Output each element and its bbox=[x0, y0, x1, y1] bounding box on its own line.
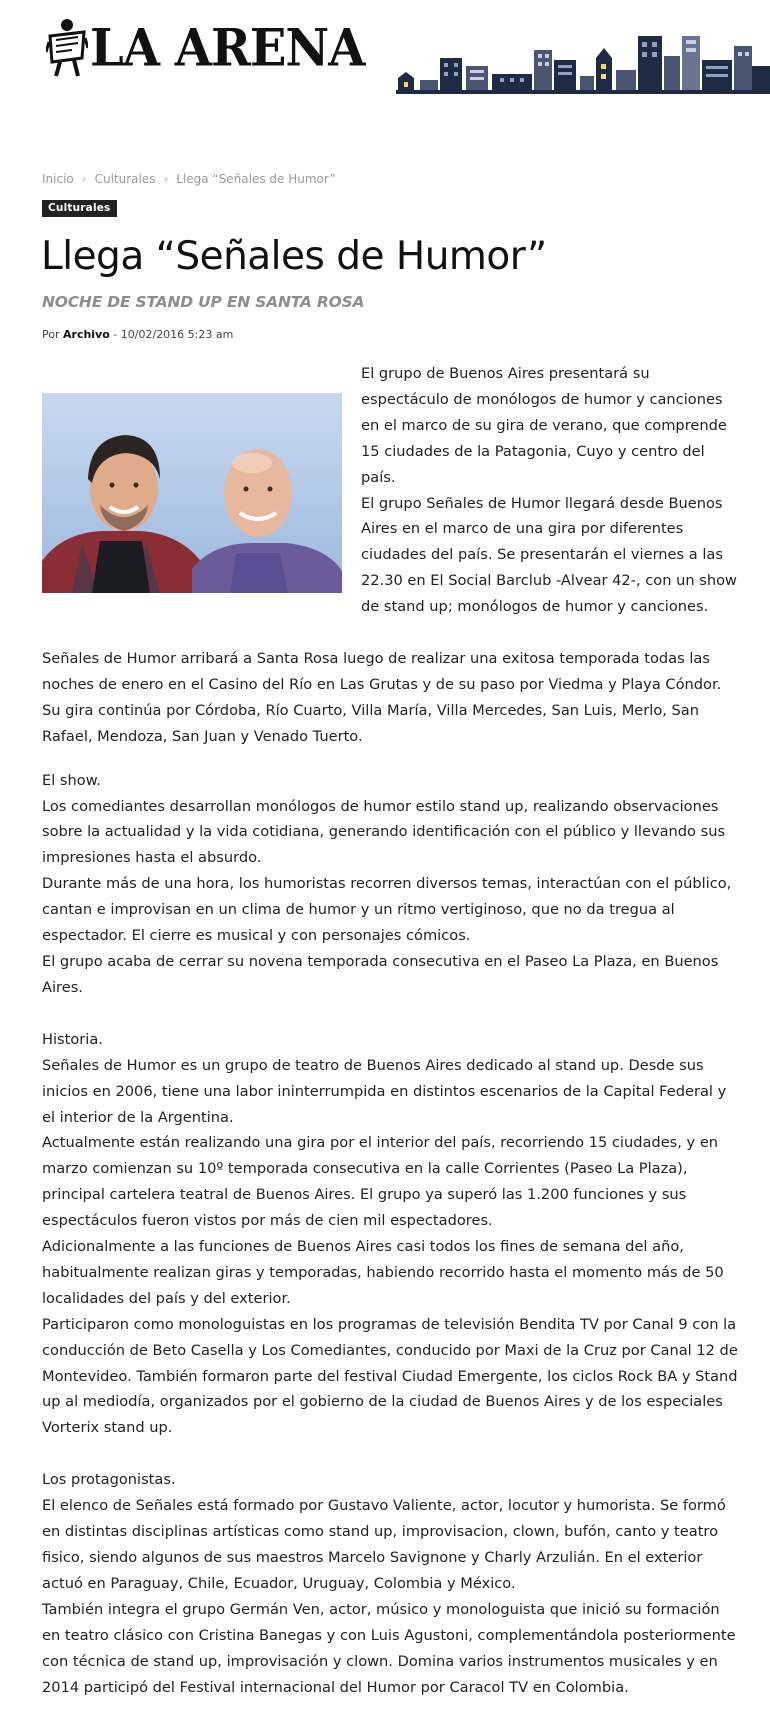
breadcrumb bbox=[42, 172, 336, 186]
newspaper-reader-icon bbox=[46, 18, 88, 78]
section-heading: Historia. bbox=[42, 1030, 103, 1048]
section-heading: El show. bbox=[42, 771, 101, 789]
article-photo bbox=[42, 393, 342, 593]
paragraph: Participaron como monologuistas en los programas de televisión Bendita TV por Canal 9 con la conducción de Beto Casella y Los Comediantes, conducido por Maxi de la Cruz por Canal 12 de Montevideo. También formaron parte del festival Ciudad Emergente, los ciclos Rock BA y Stand up al mediodía, organizados por el gobierno de la ciudad de Buenos Aires y de los especiales Vorterix stand up. bbox=[42, 1315, 738, 1437]
site-logo[interactable] bbox=[46, 18, 365, 78]
article-body bbox=[42, 646, 742, 1700]
article-intro bbox=[361, 361, 741, 620]
category-tag[interactable]: Culturales bbox=[42, 200, 117, 217]
paragraph: Los comediantes desarrollan monólogos de humor estilo stand up, realizando observaciones sobre la actualidad y la vida cotidiana, generando identificación con el público y llevando sus impresiones hasta el absurdo. bbox=[42, 797, 726, 867]
paragraph: El elenco de Señales está formado por Gustavo Valiente, actor, locutor y humorista. Se formó en distintas disciplinas artísticas como stand up, improvisacion, clown, bufón, canto y teatro fisico, siendo algunos de sus maestros Marcelo Savignone y Charly Arzulián. En el exterior actuó en Paraguay, Chile, Ecuador, Uruguay, Colombia y México. bbox=[42, 1497, 726, 1592]
chevron-right-icon: › bbox=[163, 172, 169, 186]
breadcrumb-section-link[interactable]: Culturales bbox=[94, 172, 156, 186]
breadcrumb-current: Llega “Señales de Humor” bbox=[176, 172, 336, 186]
paragraph: Señales de Humor arribará a Santa Rosa luego de realizar una exitosa temporada todas las noches de enero en el Casino del Río en Las Grutas y de su paso por Viedma y Playa Cóndor. Su gira continúa por Córdoba, Río Cuarto, Villa María, Villa Mercedes, San Luis, Merlo, San Rafael, Mendoza, San Juan y Venado Tuerto. bbox=[42, 650, 722, 745]
paragraph: El grupo de Buenos Aires presentará su espectáculo de monólogos de humor y canciones en el marco de su gira de verano, que comprende 15 ciudades de la Patagonia, Cuyo y centro del país. bbox=[361, 365, 727, 486]
by-label: Por bbox=[42, 328, 60, 341]
paragraph: Adicionalmente a las funciones de Buenos Aires casi todos los fines de semana del año, habitualmente realizan giras y temporadas, habiendo recorrido hasta el momento más de 50 localidades del país y del exterior. bbox=[42, 1238, 724, 1307]
paragraph: Durante más de una hora, los humoristas recorren diversos temas, interactúan con el público, cantan e improvisan en un clima de humor y un ritmo vertiginoso, que no da tregua al espectador. El cierre es musical y con personajes cómicos. bbox=[42, 875, 732, 945]
article-subtitle: NOCHE DE STAND UP EN SANTA ROSA bbox=[42, 293, 365, 311]
chevron-right-icon: › bbox=[81, 172, 87, 186]
breadcrumb-home-link[interactable]: Inicio bbox=[42, 172, 74, 186]
article-title: Llega “Señales de Humor” bbox=[41, 234, 547, 279]
author-link[interactable]: Archivo bbox=[63, 328, 110, 341]
site-logo-text: LA ARENA bbox=[90, 17, 365, 79]
paragraph: También integra el grupo Germán Ven, actor, músico y monologuista que inició su formación en teatro clásico con Cristina Banegas y con Luis Agustoni, complementándola posteriormente con técnica de stand up, improvisación y clown. Domina varios instrumentos musicales y en 2014 participó del Festival internacional del Humor por Caracol TV en Colombia. bbox=[42, 1600, 736, 1696]
site-header bbox=[0, 0, 770, 100]
article-meta bbox=[42, 328, 233, 341]
paragraph: El grupo acaba de cerrar su novena temporada consecutiva en el Paseo La Plaza, en Buenos Aires. bbox=[42, 952, 719, 996]
date-separator: - bbox=[113, 328, 118, 341]
paragraph: Actualmente están realizando una gira por el interior del país, recorriendo 15 ciudades, y en marzo comienzan su 10º temporada consecutiva en la calle Corrientes (Paseo La Plaza), principal cartelera teatral de Buenos Aires. El grupo ya superó las 1.200 funciones y sus espectáculos fueron vistos por más de cien mil espectadores. bbox=[42, 1134, 719, 1230]
section-heading: Los protagonistas. bbox=[42, 1471, 176, 1489]
city-skyline-icon bbox=[396, 30, 770, 94]
paragraph: Señales de Humor es un grupo de teatro de Buenos Aires dedicado al stand up. Desde sus inicios en 2006, tiene una labor ininterrumpida en distintos escenarios de la Capital Federal y el interior de la Argentina. bbox=[42, 1056, 727, 1126]
paragraph: El grupo Señales de Humor llegará desde Buenos Aires en el marco de una gira por diferentes ciudades del país. Se presentarán el viernes a las 22.30 en El Social Barclub -Alvear 42-, con un show de stand up; monólogos de humor y canciones. bbox=[361, 494, 737, 616]
publish-date: 10/02/2016 5:23 am bbox=[120, 328, 234, 341]
